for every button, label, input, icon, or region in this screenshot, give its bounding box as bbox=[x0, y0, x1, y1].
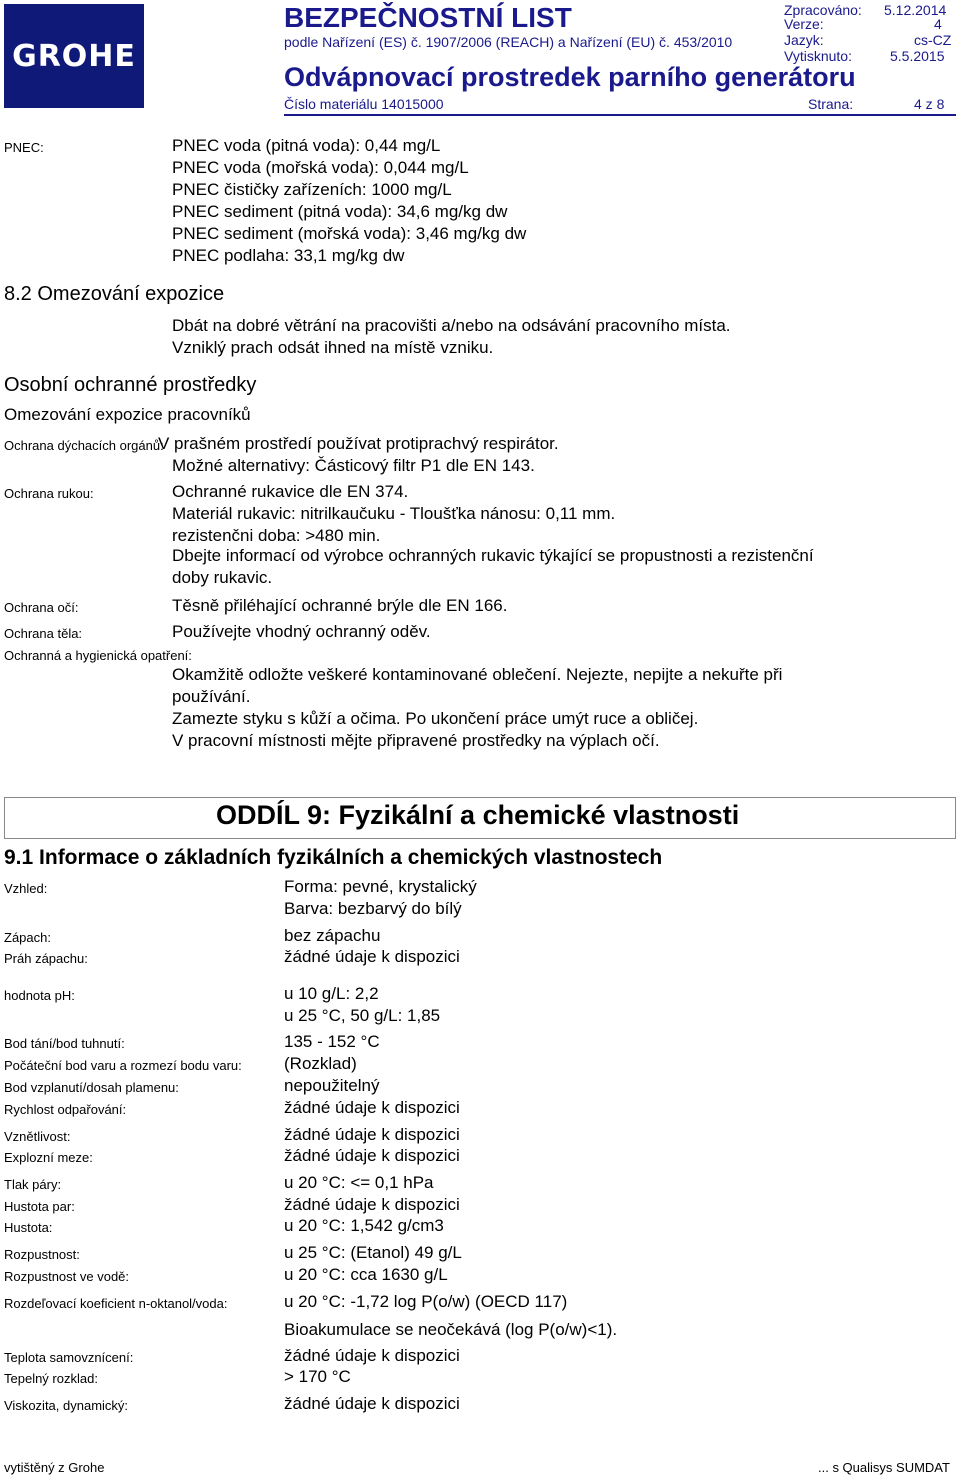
property-label: Rozpustnost ve vodě: bbox=[4, 1269, 130, 1284]
logo-text: GROHE bbox=[12, 38, 136, 74]
property-value: u 10 g/L: 2,2 bbox=[284, 984, 379, 1003]
pnec-line: PNEC podlaha: 33,1 mg/kg dw bbox=[172, 246, 405, 265]
version-label: Verze: bbox=[784, 16, 824, 32]
pnec-line: PNEC sediment (pitná voda): 34,6 mg/kg dw bbox=[172, 202, 508, 221]
property-label: Explozní meze: bbox=[4, 1150, 93, 1165]
footer-left: vytištěný z Grohe bbox=[4, 1460, 105, 1475]
property-value: u 25 °C: (Etanol) 49 g/L bbox=[284, 1243, 462, 1262]
property-label: Rychlost odpařování: bbox=[4, 1102, 127, 1117]
grohe-logo bbox=[4, 4, 144, 108]
hand-text: Dbejte informací od výrobce ochranných rukavic týkající se propustnosti a rezistenční bbox=[172, 546, 814, 565]
property-value: > 170 °C bbox=[284, 1367, 351, 1386]
product-name: Odvápnovací prostredek parního generátoru bbox=[284, 62, 856, 92]
pnec-line: PNEC čističky zařízeních: 1000 mg/L bbox=[172, 180, 452, 199]
footer-right: ... s Qualisys SUMDAT bbox=[818, 1460, 950, 1475]
page-label: Strana: bbox=[808, 96, 854, 112]
property-label: Bod tání/bod tuhnutí: bbox=[4, 1036, 125, 1051]
property-value: žádné údaje k dispozici bbox=[284, 1098, 460, 1117]
property-value: u 20 °C: -1,72 log P(o/w) (OECD 117) bbox=[284, 1292, 568, 1311]
printed-value: 5.5.2015 bbox=[890, 48, 945, 64]
pnec-line: PNEC sediment (mořská voda): 3,46 mg/kg dw bbox=[172, 224, 527, 243]
property-label: Hustota par: bbox=[4, 1199, 75, 1214]
hand-text: doby rukavic. bbox=[172, 568, 273, 587]
material-number: Číslo materiálu 14015000 bbox=[284, 96, 444, 112]
hand-label: Ochrana rukou: bbox=[4, 486, 94, 501]
hand-text: rezistenčni doba: >480 min. bbox=[172, 526, 381, 545]
version-value: 4 bbox=[934, 16, 942, 32]
property-label: Bod vzplanutí/dosah plamenu: bbox=[4, 1080, 179, 1095]
body-text: Používejte vhodný ochranný oděv. bbox=[172, 622, 431, 641]
property-value: (Rozklad) bbox=[284, 1054, 357, 1073]
processed-label: Zpracováno: bbox=[784, 2, 862, 18]
property-label: Teplota samovznícení: bbox=[4, 1350, 134, 1365]
exposure-text: Dbát na dobré větrání na pracovišti a/nebo na odsávání pracovního místa. bbox=[172, 316, 731, 335]
ppe-heading: Osobní ochranné prostředky bbox=[4, 374, 257, 396]
respiratory-label: Ochrana dýchacích orgánů: bbox=[4, 438, 164, 453]
printed-label: Vytisknuto: bbox=[784, 48, 852, 64]
property-value: u 25 °C, 50 g/L: 1,85 bbox=[284, 1006, 441, 1025]
property-label: Zápach: bbox=[4, 930, 51, 945]
pnec-line: PNEC voda (mořská voda): 0,044 mg/L bbox=[172, 158, 469, 177]
exposure-heading: 8.2 Omezování expozice bbox=[4, 283, 225, 305]
section91-subtitle: 9.1 Informace o základních fyzikálních a chemických vlastnostech bbox=[4, 846, 663, 869]
hygiene-label: Ochranná a hygienická opatření: bbox=[4, 648, 192, 663]
property-label: Tlak páry: bbox=[4, 1177, 62, 1192]
property-label: Vzhled: bbox=[4, 881, 48, 896]
property-value: u 20 °C: <= 0,1 hPa bbox=[284, 1173, 434, 1192]
respiratory-text: V prašném prostředí používat protiprachvý respirátor. bbox=[158, 434, 559, 453]
property-label: hodnota pH: bbox=[4, 988, 75, 1003]
language-value: cs-CZ bbox=[914, 32, 952, 48]
hand-text: Ochranné rukavice dle EN 374. bbox=[172, 482, 409, 501]
hand-text: Materiál rukavic: nitrilkaučuku - Tloušťka nánosu: 0,11 mm. bbox=[172, 504, 616, 523]
property-label: Hustota: bbox=[4, 1220, 53, 1235]
header-divider bbox=[284, 114, 956, 116]
page-value: 4 z 8 bbox=[914, 96, 945, 112]
property-value: žádné údaje k dispozici bbox=[284, 1125, 460, 1144]
property-value: žádné údaje k dispozici bbox=[284, 1346, 460, 1365]
document-subtitle: podle Nařízení (ES) č. 1907/2006 (REACH) a Nařízení (EU) č. 453/2010 bbox=[284, 34, 733, 50]
property-label: Počáteční bod varu a rozmezí bodu varu: bbox=[4, 1058, 242, 1073]
exposure-text: Vzniklý prach odsát ihned na místě vzniku. bbox=[172, 338, 494, 357]
property-value: žádné údaje k dispozici bbox=[284, 1394, 460, 1413]
property-value: žádné údaje k dispozici bbox=[284, 947, 460, 966]
language-label: Jazyk: bbox=[784, 32, 824, 48]
property-label: Práh zápachu: bbox=[4, 951, 88, 966]
property-value: Barva: bezbarvý do bílý bbox=[284, 899, 462, 918]
worker-exposure-heading: Omezování expozice pracovníků bbox=[4, 405, 251, 424]
pnec-line: PNEC voda (pitná voda): 0,44 mg/L bbox=[172, 136, 441, 155]
hygiene-text: V pracovní místnosti mějte připravené prostředky na výplach očí. bbox=[172, 731, 660, 750]
property-label: Rozdeľovací koeficient n-oktanol/voda: bbox=[4, 1296, 228, 1311]
property-value: žádné údaje k dispozici bbox=[284, 1195, 460, 1214]
hygiene-text: používání. bbox=[172, 687, 251, 706]
hygiene-text: Zamezte styku s kůží a očima. Po ukončení práce umýt ruce a obličej. bbox=[172, 709, 699, 728]
property-label: Vznětlivost: bbox=[4, 1129, 71, 1144]
property-label: Viskozita, dynamický: bbox=[4, 1398, 129, 1413]
property-label: Tepelný rozklad: bbox=[4, 1371, 98, 1386]
property-value: bez zápachu bbox=[284, 926, 381, 945]
property-value: Bioakumulace se neočekává (log P(o/w)<1). bbox=[284, 1320, 618, 1339]
property-value: Forma: pevné, krystalický bbox=[284, 877, 477, 896]
section9-title: ODDÍL 9: Fyzikální a chemické vlastnosti bbox=[216, 800, 740, 830]
property-value: 135 - 152 °C bbox=[284, 1032, 380, 1051]
document-title: BEZPEČNOSTNÍ LIST bbox=[284, 2, 572, 33]
property-value: u 20 °C: cca 1630 g/L bbox=[284, 1265, 448, 1284]
eye-text: Těsně přiléhající ochranné brýle dle EN 166. bbox=[172, 596, 508, 615]
property-value: nepoužitelný bbox=[284, 1076, 380, 1095]
property-value: u 20 °C: 1,542 g/cm3 bbox=[284, 1216, 444, 1235]
respiratory-text: Možné alternativy: Částicový filtr P1 dle EN 143. bbox=[172, 456, 535, 475]
eye-label: Ochrana očí: bbox=[4, 600, 79, 615]
body-label: Ochrana těla: bbox=[4, 626, 83, 641]
processed-value: 5.12.2014 bbox=[884, 2, 947, 18]
pnec-label: PNEC: bbox=[4, 140, 44, 155]
property-label: Rozpustnost: bbox=[4, 1247, 80, 1262]
hygiene-text: Okamžitě odložte veškeré kontaminované oblečení. Nejezte, nepijte a nekuřte při bbox=[172, 665, 783, 684]
property-value: žádné údaje k dispozici bbox=[284, 1146, 460, 1165]
